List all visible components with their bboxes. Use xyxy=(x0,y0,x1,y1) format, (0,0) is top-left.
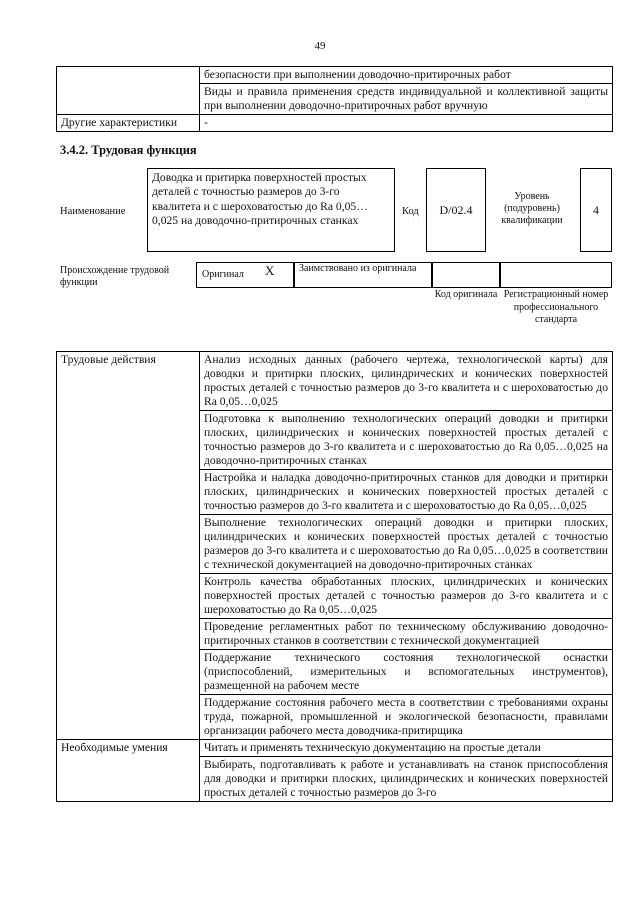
labor-actions-label: Трудовые действия xyxy=(57,352,200,740)
code-original-cell xyxy=(432,262,500,288)
qualification-level-box xyxy=(580,168,612,252)
reg-number-label: Регистрационный номер профессионального стандарта xyxy=(503,289,609,325)
labor-function-table xyxy=(56,351,613,802)
labor-action-item: Анализ исходных данных (рабочего чертежа, технологической карты) для доводки и притирки плоских, цилиндрических и конических поверхностей простых деталей с точностью размеров до 3-го квалитета и с шероховатостью до Ra 0,05…0,025 xyxy=(200,352,613,411)
table-row xyxy=(57,115,613,132)
labor-action-item: Выполнение технологических операций доводки и притирки плоских, цилиндрических и конических поверхностей простых деталей с точностью размеров до 3-го квалитета и с шероховатостью до Ra 0,05…0,025 в соответствии с технической документацией на доводочно-притирочных станках xyxy=(200,515,613,574)
knowledge-continuation-table xyxy=(56,66,613,132)
function-name-value: Доводка и притирка поверхностей простых деталей с точностью размеров до 3-го квалитета и с шероховатостью до Ra 0,05…0,025 на доводочно-притирочных станках xyxy=(152,171,368,228)
labor-action-item: Контроль качества обработанных плоских, цилиндрических и конических поверхностей простых деталей с точностью размеров до 3-го квалитета и с шероховатостью до Ra 0,05…0,025 xyxy=(200,574,613,619)
labor-action-item: Проведение регламентных работ по техническому обслуживанию доводочно-притирочных станков в соответствии с технической документацией xyxy=(200,619,613,650)
required-skill-item: Читать и применять техническую документацию на простые детали xyxy=(200,740,613,757)
labor-action-item: Подготовка к выполнению технологических операций доводки и притирки плоских, цилиндрических и конических поверхностей простых деталей с точностью размеров до 3-го квалитета и с шероховатостью до Ra 0,05…0,025 на доводочно-притирочных станках xyxy=(200,411,613,470)
table-row xyxy=(57,67,613,84)
origin-label: Происхождение трудовой функции xyxy=(60,265,170,288)
function-name-box xyxy=(147,168,395,252)
page-number: 49 xyxy=(314,40,326,52)
table-row xyxy=(57,352,613,411)
labor-action-item: Поддержание состояния рабочего места в соответствии с требованиями охраны труда, пожарной, промышленной и экологической безопасности, правилами организации рабочего места доводчика-притирщика xyxy=(200,695,613,740)
labor-action-item: Поддержание технического состояния технологической оснастки (приспособлений, измерительных и вспомогательных инструментов), размещенной на рабочем месте xyxy=(200,650,613,695)
code-box xyxy=(426,168,486,252)
required-skill-item: Выбирать, подготавливать к работе и устанавливать на станок приспособления для доводки и притирки плоских, цилиндрических и конических поверхностей простых деталей с точностью размеров до 3-го xyxy=(200,757,613,802)
section-title: 3.4.2. Трудовая функция xyxy=(60,143,197,157)
labor-action-item: Настройка и наладка доводочно-притирочных станков для доводки и притирки плоских, цилиндрических и конических поверхностей простых деталей с точностью размеров до 3-го квалитета и с шероховатостью до Ra 0,05…0,025 xyxy=(200,470,613,515)
table-row xyxy=(57,740,613,757)
original-mark: X xyxy=(265,263,275,278)
code-value: D/02.4 xyxy=(439,202,473,217)
knowledge-item: безопасности при выполнении доводочно-притирочных работ xyxy=(200,67,613,84)
required-skills-label: Необходимые умения xyxy=(57,740,200,802)
other-characteristics-value: - xyxy=(200,115,613,132)
qualification-level-label: Уровень (подуровень) квалификации xyxy=(501,191,563,226)
code-label: Код xyxy=(402,206,419,217)
knowledge-item: Виды и правила применения средств индивидуальной и коллективной защиты при выполнении доводочно-притирочных работ вручную xyxy=(200,84,613,115)
qualification-level-value: 4 xyxy=(593,202,599,217)
reg-number-cell xyxy=(500,262,612,288)
borrowed-label: Заимствовано из оригинала xyxy=(299,263,417,274)
name-label: Наименование xyxy=(60,206,126,217)
empty-label-cell xyxy=(57,67,200,115)
original-label: Оригинал xyxy=(202,269,244,280)
code-original-label: Код оригинала xyxy=(434,289,498,300)
other-characteristics-label: Другие характеристики xyxy=(57,115,200,132)
